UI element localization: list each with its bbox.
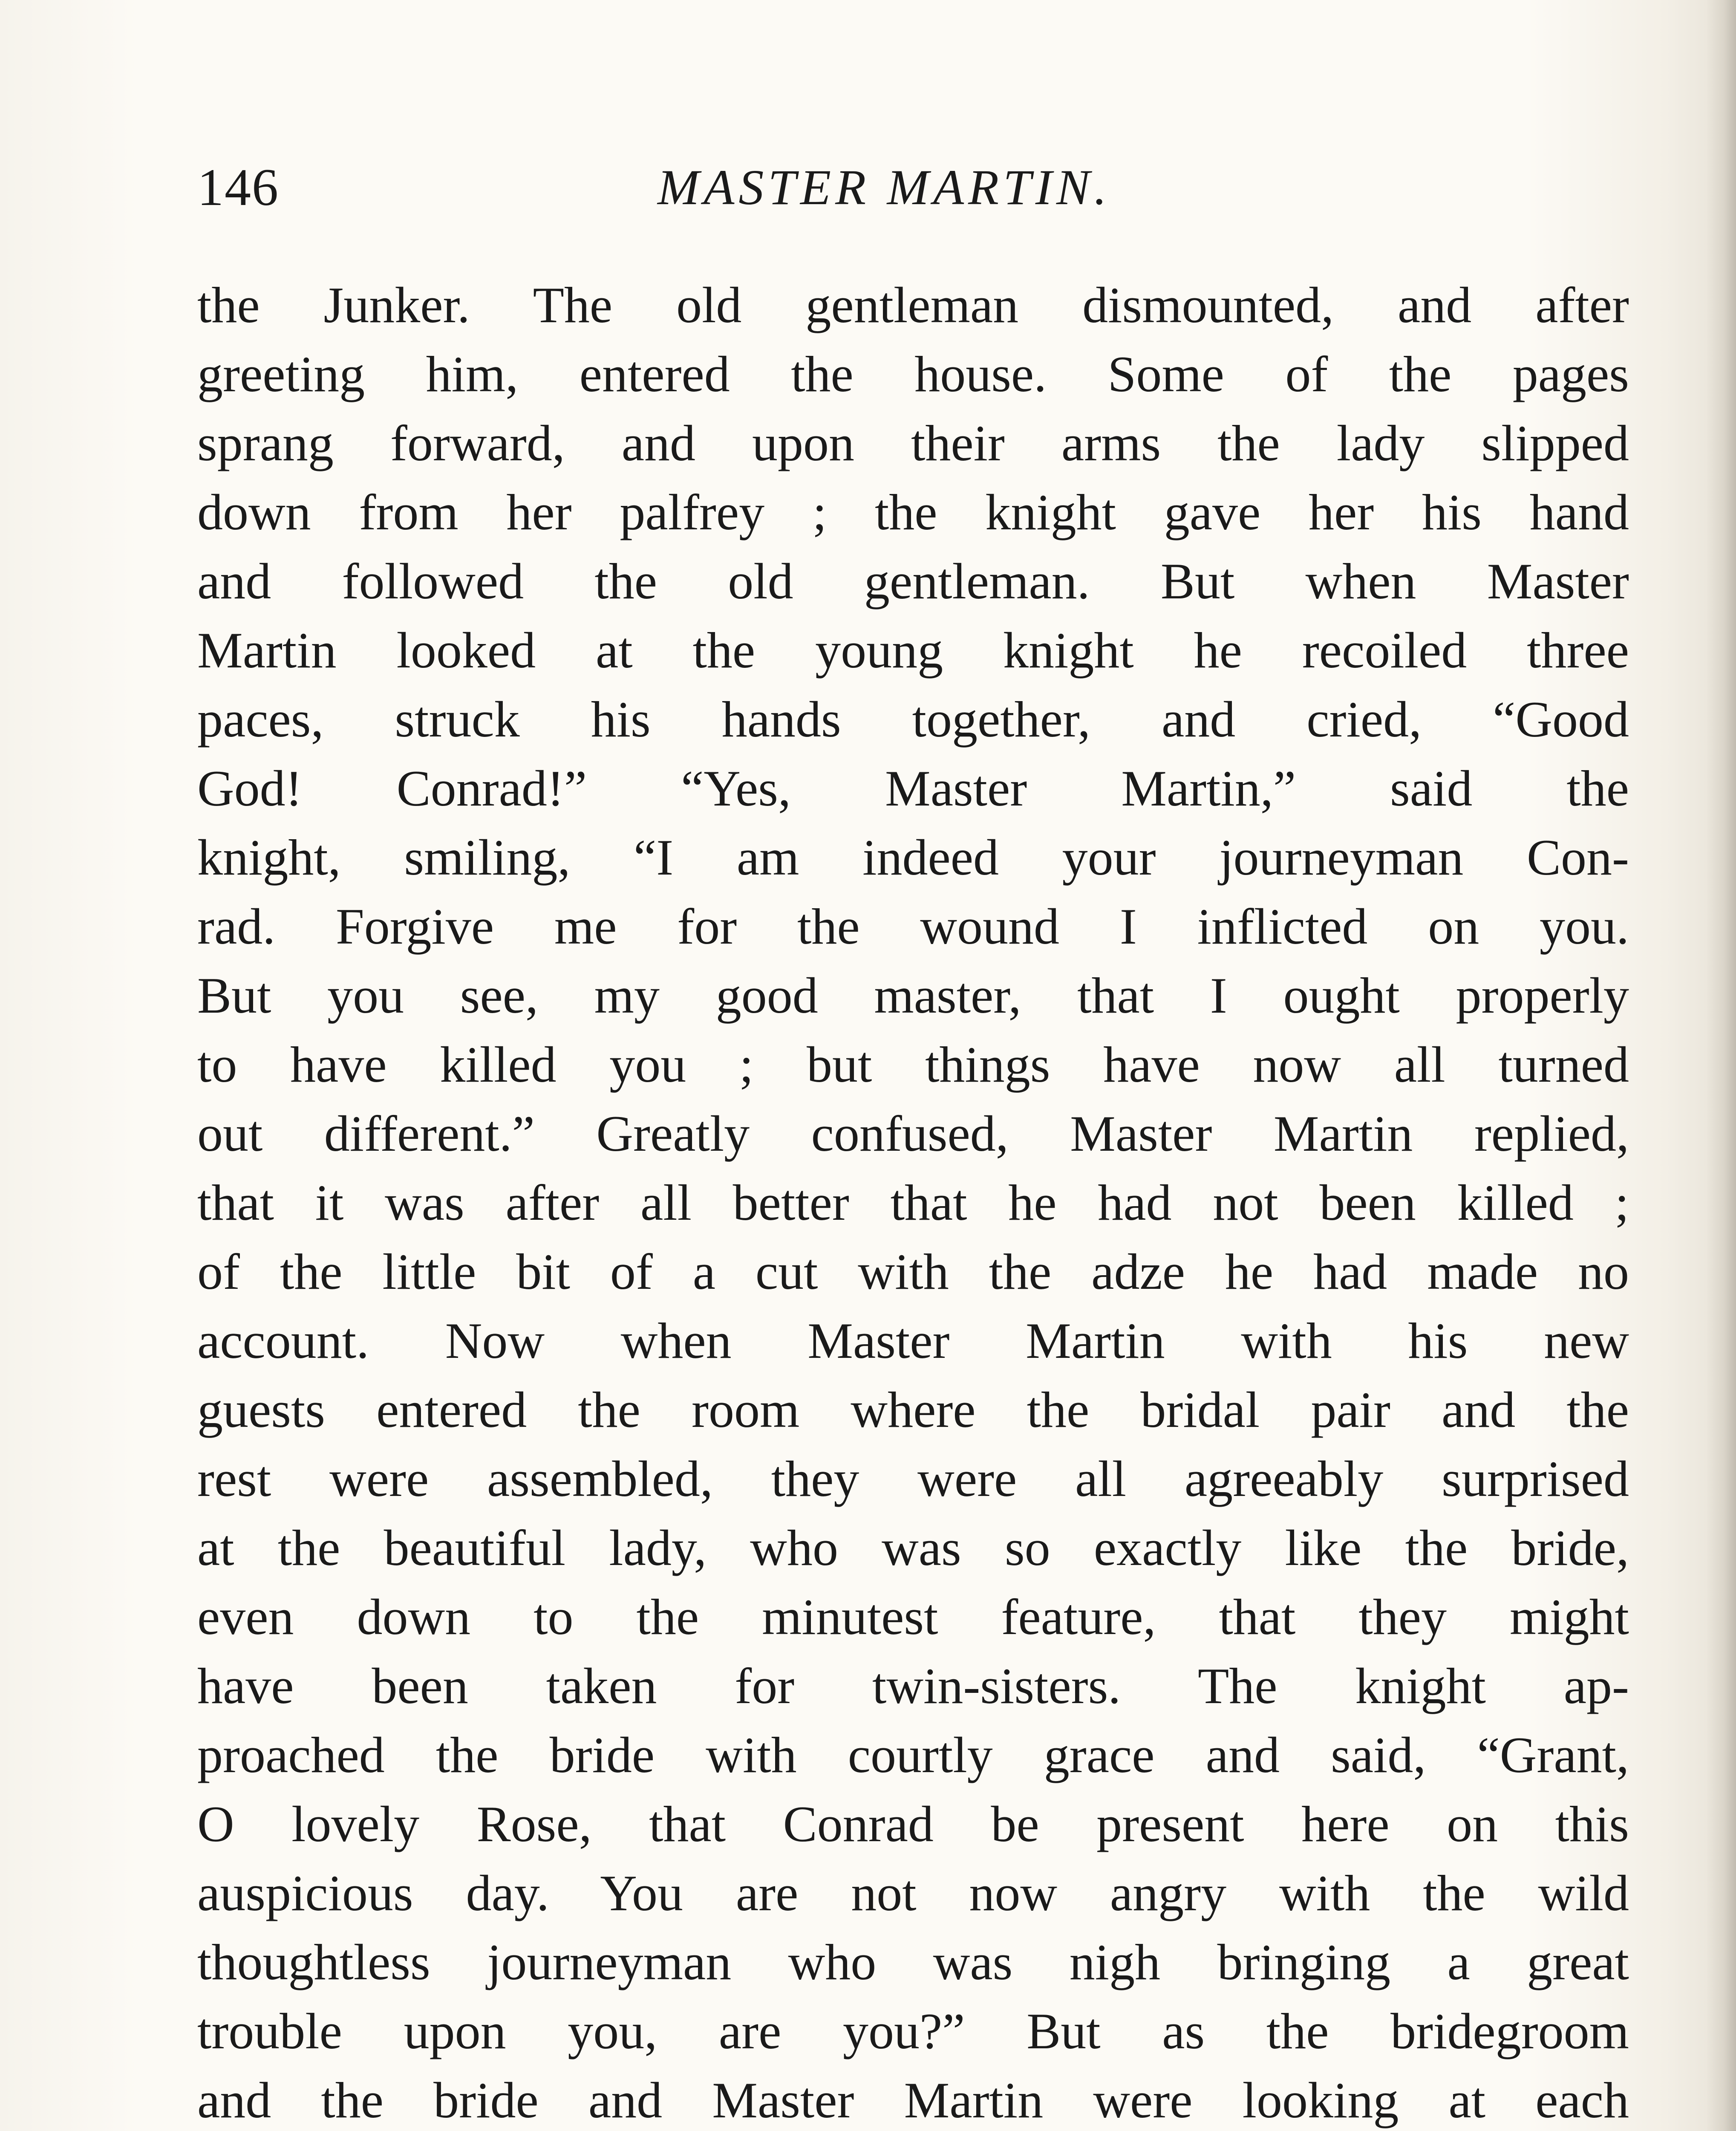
text-line: have been taken for twin-sisters. The knight ap-	[197, 1657, 1629, 1714]
text-line: proached the bride with courtly grace and said, “Grant,	[197, 1727, 1629, 1783]
text-line: Martin looked at the young knight he recoiled three	[197, 622, 1629, 679]
page-header	[197, 153, 1629, 222]
text-line: But you see, my good master, that I ought properly	[197, 967, 1629, 1024]
text-line: sprang forward, and upon their arms the lady slipped	[197, 415, 1629, 471]
text-line: guests entered the room where the bridal pair and the	[197, 1381, 1629, 1438]
text-line: rest were assembled, they were all agreeably surprised	[197, 1450, 1629, 1507]
text-line: God! Conrad!” “Yes, Master Martin,” said the	[197, 760, 1629, 817]
text-line: to have killed you ; but things have now all turned	[197, 1036, 1629, 1093]
text-line: paces, struck his hands together, and cried, “Good	[197, 691, 1629, 748]
body-text	[197, 271, 1629, 2131]
text-line: down from her palfrey ; the knight gave her his hand	[197, 484, 1629, 540]
text-line: rad. Forgive me for the wound I inflicted on you.	[197, 898, 1629, 955]
text-line: auspicious day. You are not now angry with the wild	[197, 1865, 1629, 1921]
text-line: greeting him, entered the house. Some of the pages	[197, 346, 1629, 402]
text-line: of the little bit of a cut with the adze he had made no	[197, 1243, 1629, 1300]
text-line: that it was after all better that he had not been killed ;	[197, 1174, 1629, 1231]
text-line: knight, smiling, “I am indeed your journeyman Con-	[197, 829, 1629, 886]
text-line: thoughtless journeyman who was nigh bringing a great	[197, 1934, 1629, 1990]
text-line: the Junker. The old gentleman dismounted, and after	[197, 277, 1629, 333]
text-line: O lovely Rose, that Conrad be present here on this	[197, 1796, 1629, 1852]
page-edge-shadow	[1706, 0, 1736, 2131]
page-number: 146	[197, 158, 279, 217]
text-line: and followed the old gentleman. But when Master	[197, 553, 1629, 609]
text-line: even down to the minutest feature, that they might	[197, 1588, 1629, 1645]
text-line: trouble upon you, are you?” But as the bridegroom	[197, 2003, 1629, 2059]
text-line: out different.” Greatly confused, Master Martin replied,	[197, 1105, 1629, 1162]
text-line: at the beautiful lady, who was so exactly like the bride,	[197, 1519, 1629, 1576]
text-line: account. Now when Master Martin with his new	[197, 1312, 1629, 1369]
running-title: MASTER MARTIN.	[657, 159, 1111, 215]
text-line: and the bride and Master Martin were looking at each	[197, 2072, 1629, 2128]
